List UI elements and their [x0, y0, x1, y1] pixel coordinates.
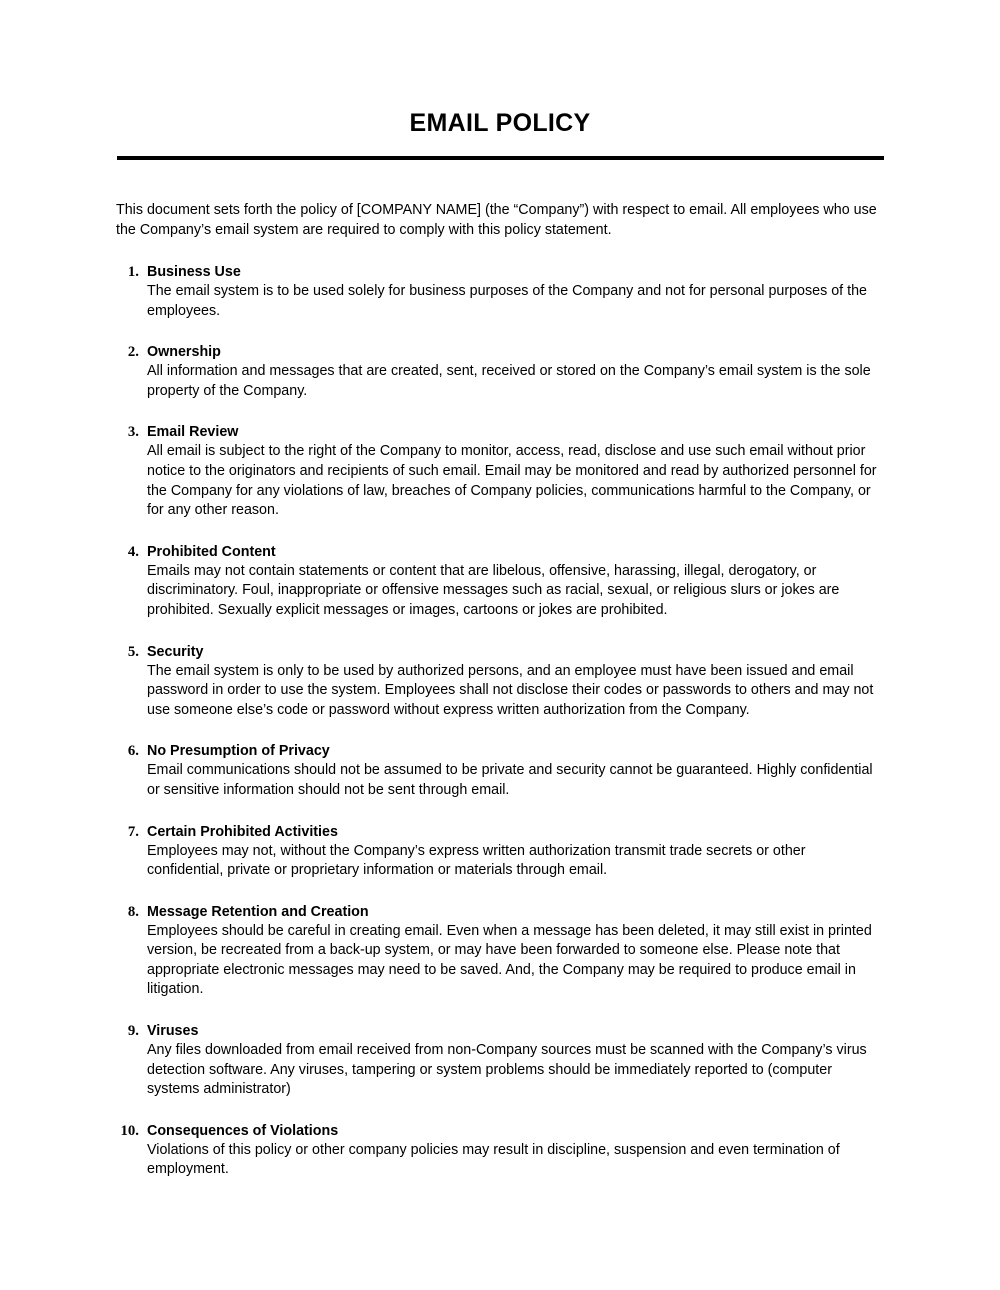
section-number: 2. [127, 344, 139, 361]
section-number: 1. [127, 264, 139, 280]
section-body-text: Emails may not contain statements or content that are libelous, offensive, harassing, illegal, derogatory, or discriminatory. Foul, inappropriate or offensive messages such as racial, sexual, or religious slurs or jokes are prohibited. Sexually explicit messages or images, cartoons or jokes are prohibited. [147, 562, 840, 618]
section-number: 7. [127, 823, 139, 840]
section-number: 4. [127, 543, 139, 560]
section-heading: No Presumption of Privacy [147, 743, 330, 760]
section-number: 6. [127, 743, 139, 760]
section-heading: Certain Prohibited Activities [147, 823, 338, 840]
policy-section [116, 642, 884, 721]
section-heading: Ownership [147, 344, 221, 361]
policy-section-list [116, 262, 884, 1180]
section-heading: Viruses [147, 1023, 199, 1040]
intro-paragraph: This document sets forth the policy of [COMPANY NAME] (the “Company”) with respect to email. All employees who use the Company’s email system are required to comply with this policy statement. [116, 202, 877, 238]
policy-section [116, 741, 884, 800]
document-body [116, 200, 884, 1180]
section-body-text: The email system is to be used solely for business purposes of the Company and not for personal purposes of the employees. [147, 283, 868, 319]
section-number: 10. [120, 1122, 139, 1139]
policy-section [116, 902, 884, 1000]
policy-section [116, 342, 884, 401]
section-number: 5. [127, 643, 139, 660]
section-body-text: Employees should be careful in creating email. Even when a message has been deleted, it may still exist in printed version, be recreated from a back-up system, or may have been forwarded to someone else. Please note that appropriate electronic messages may need to be saved. And, the Company may be required to produce email in litigation. [147, 922, 872, 998]
section-number: 3. [127, 424, 139, 441]
section-number: 8. [127, 903, 139, 920]
section-heading: Security [147, 643, 204, 660]
policy-section [116, 542, 884, 621]
policy-section [116, 822, 884, 881]
section-body-text: Employees may not, without the Company’s express written authorization transmit trade secrets or other confidential, private or proprietary information or materials through email. [147, 842, 806, 879]
section-heading: Business Use [147, 264, 241, 280]
section-body-text: Email communications should not be assumed to be private and security cannot be guaranteed. Highly confidential or sensitive information should not be sent through email. [147, 762, 873, 798]
section-body-text: The email system is only to be used by authorized persons, and an employee must have been issued and email password in order to use the system. Employees shall not disclose their codes or passwords to others and may not use someone else’s code or password without express written authorization from the Company. [147, 662, 874, 718]
policy-section [116, 1121, 884, 1180]
section-heading: Consequences of Violations [147, 1122, 339, 1139]
section-body-text: All email is subject to the right of the Company to monitor, access, read, disclose and use such email without prior notice to the originators and recipients of such email. Email may be monitored and read by authorized personnel for the Company for any violations of law, breaches of Company policies, communications harmful to the Company, or for any other reason. [147, 443, 877, 519]
page-title: EMAIL POLICY [409, 109, 591, 137]
section-body-text: Any files downloaded from email received from non-Company sources must be scanned with the Company’s virus detection software. Any viruses, tampering or system problems should be immediately reported to (computer systems administrator) [147, 1042, 867, 1098]
title-divider [117, 156, 884, 160]
section-heading: Prohibited Content [147, 543, 276, 560]
policy-section [116, 1021, 884, 1100]
policy-section [116, 422, 884, 520]
section-body-text: All information and messages that are created, sent, received or stored on the Company’s email system is the sole property of the Company. [147, 363, 871, 399]
section-body-text: Violations of this policy or other company policies may result in discipline, suspension and even termination of employment. [147, 1141, 840, 1178]
section-number: 9. [127, 1023, 139, 1040]
section-heading: Email Review [147, 424, 239, 441]
policy-section [116, 262, 884, 321]
section-heading: Message Retention and Creation [147, 903, 369, 920]
